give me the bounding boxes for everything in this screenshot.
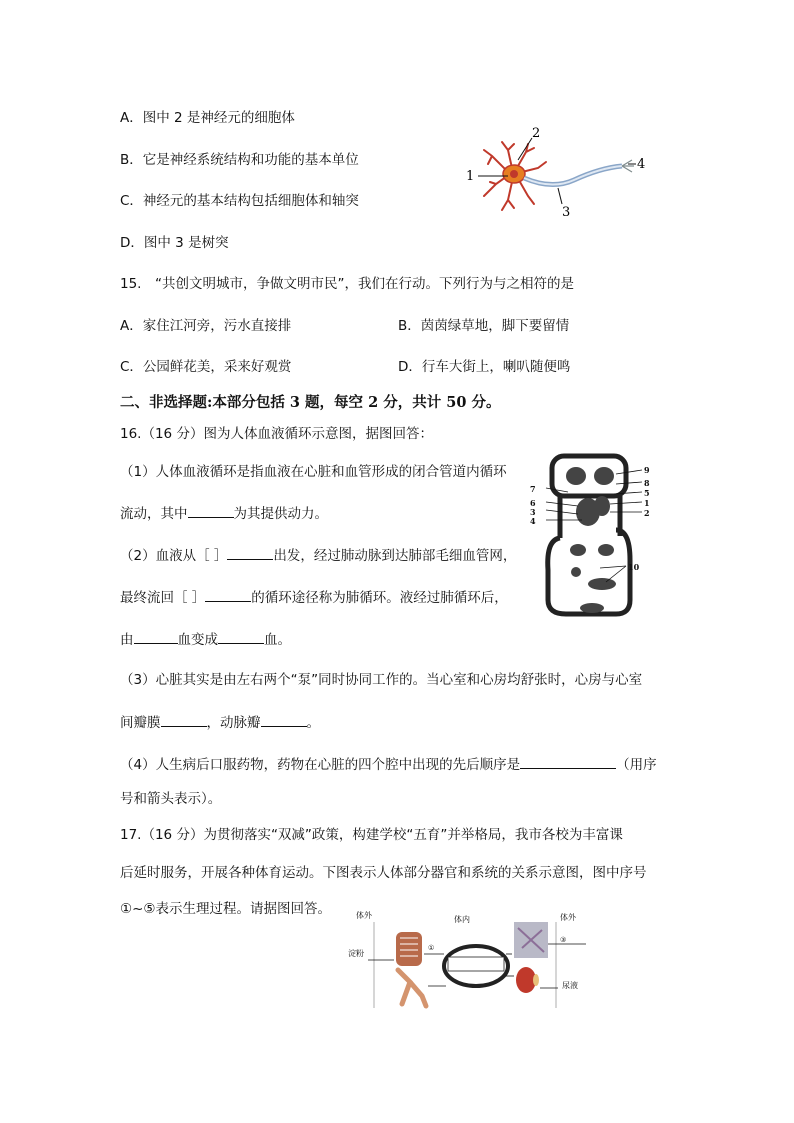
q15-option-b: B．茵茵绿草地，脚下要留情 <box>398 318 570 334</box>
q16-part2-line1: （2）血液从［ ］ 出发，经过肺动脉到达肺部毛细血管网， <box>120 545 516 565</box>
q14-option-a: A．图中 2 是神经元的细胞体 <box>120 110 295 126</box>
q17-line1: 17.（16 分）为贯彻落实“双减”政策，构建学校“五育”并举格局，我市各校为丰富课 <box>120 827 623 843</box>
kidney-icon <box>516 967 539 993</box>
q16-part4-line1: （4）人生病后口服药物，药物在心脏的四个腔中出现的先后顺序是 （用序 <box>120 754 657 774</box>
intestine-icon <box>396 932 422 966</box>
q17-line2: 后延时服务，开展各种体育运动。下图表示人体部分器官和系统的关系示意图，图中序号 <box>120 865 647 881</box>
q16-part2-line2: 最终流回［ ］ 的循环途径称为肺循环。液经过肺循环后， <box>120 587 508 607</box>
answer-blank[interactable] <box>261 712 307 727</box>
answer-blank[interactable] <box>188 503 234 518</box>
legs-icon <box>398 970 426 1006</box>
circ-label-5: 5 <box>644 488 650 498</box>
mark-1: ① <box>428 944 435 952</box>
neuron-label-4: 4 <box>637 157 646 172</box>
answer-blank[interactable] <box>161 712 207 727</box>
q16-part3-line2: 间瓣膜 ，动脉瓣 。 <box>120 712 320 732</box>
organ-system-diagram <box>346 908 596 1012</box>
circ-label-2: 2 <box>644 508 650 518</box>
mark-3: ③ <box>560 936 567 944</box>
circ-label-7: 7 <box>530 484 536 494</box>
label-outside-right: 体外 <box>560 913 576 922</box>
label-inside: 体内 <box>454 915 470 924</box>
answer-blank[interactable] <box>218 629 264 644</box>
circ-label-9: 9 <box>644 465 650 475</box>
neuron-figure <box>462 124 652 220</box>
q14-option-d: D．图中 3 是树突 <box>120 235 229 251</box>
label-starch: 淀粉 <box>348 949 364 958</box>
label-urine: 尿液 <box>562 981 578 990</box>
answer-blank[interactable] <box>227 545 273 560</box>
circ-label-6: 6 <box>530 498 536 508</box>
q14-option-c: C．神经元的基本结构包括细胞体和轴突 <box>120 193 359 209</box>
q15-option-a: A．家住江河旁，污水直接排 <box>120 318 292 334</box>
neuron-label-2: 2 <box>532 126 541 141</box>
section-heading: 二、非选择题:本部分包括 3 题，每空 2 分，共计 50 分。 <box>120 394 501 411</box>
neuron-label-1: 1 <box>466 169 475 184</box>
circ-label-10: 10 <box>628 562 640 572</box>
answer-blank[interactable] <box>134 629 178 644</box>
q16-part2-line3: 由 血变成 血。 <box>120 629 291 649</box>
circulation-diagram <box>526 450 666 620</box>
circ-label-3: 3 <box>530 507 536 517</box>
q16-part3-line1: （3）心脏其实是由左右两个“泵”同时协同工作的。当心室和心房均舒张时，心房与心室 <box>120 672 643 688</box>
q16-part4-line2: 号和箭头表示）。 <box>120 791 222 807</box>
circ-label-8: 8 <box>644 478 650 488</box>
circ-label-1: 1 <box>644 498 650 508</box>
q17-line3: ①~⑤表示生理过程。请据图回答。 <box>120 901 332 917</box>
q15-option-c: C．公园鲜花美，采来好观赏 <box>120 359 292 375</box>
q16-stem: 16.（16 分）图为人体血液循环示意图，据图回答： <box>120 426 433 442</box>
circ-label-4: 4 <box>530 516 536 526</box>
q15-option-d: D．行车大街上，喇叭随便鸣 <box>398 359 571 375</box>
neuron-label-3: 3 <box>562 205 571 220</box>
label-outside-left: 体外 <box>356 911 372 920</box>
q14-option-b: B．它是神经系统结构和功能的基本单位 <box>120 152 359 168</box>
q16-part1-line2: 流动，其中 为其提供动力。 <box>120 503 328 523</box>
answer-blank[interactable] <box>520 754 616 769</box>
answer-blank[interactable] <box>205 587 251 602</box>
q15-stem: 15. “共创文明城市，争做文明市民”，我们在行动。下列行为与之相符的是 <box>120 276 574 292</box>
q16-part1-line1: （1）人体血液循环是指血液在心脏和血管形成的闭合管道内循环 <box>120 464 507 480</box>
